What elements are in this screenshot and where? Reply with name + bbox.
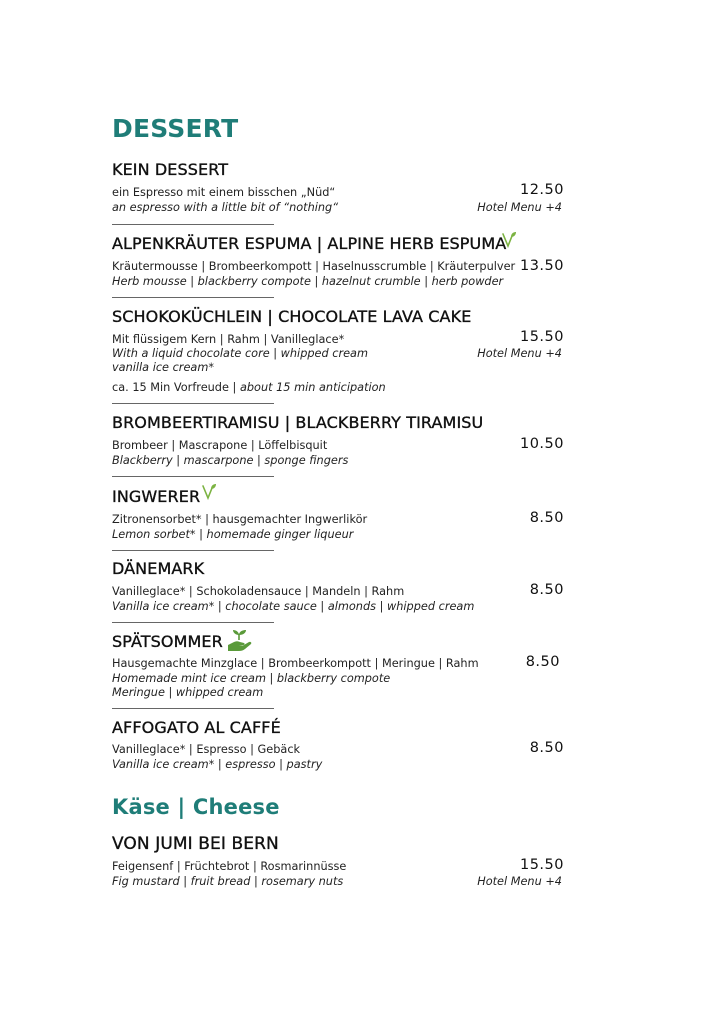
- divider: [112, 550, 274, 551]
- menu-item-title: DÄNEMARK: [112, 559, 205, 578]
- menu-item-description-en: With a liquid chocolate core | whipped cream: [112, 347, 368, 360]
- vegan-sprout-icon: [200, 483, 218, 501]
- menu-item-price: 8.50: [529, 510, 564, 526]
- menu-item-description-en: Homemade mint ice cream | blackberry compote: [112, 672, 391, 685]
- preparation-time-note: [112, 381, 386, 394]
- menu-item-title: VON JUMI BEI BERN: [112, 834, 279, 854]
- menu-item-price: 8.50: [529, 740, 564, 756]
- prep-time-de: ca. 15 Min Vorfreude: [112, 381, 229, 394]
- menu-item-description-en: Blackberry | mascarpone | sponge fingers: [112, 454, 349, 467]
- hotel-menu-note: Hotel Menu +4: [477, 347, 562, 360]
- menu-item-price: 8.50: [529, 582, 564, 598]
- divider: [112, 224, 274, 225]
- menu-item-description-de: Hausgemachte Minzglace | Brombeerkompott | Meringue | Rahm: [112, 657, 479, 670]
- section-title-dessert: DESSERT: [112, 114, 239, 143]
- hotel-menu-note: Hotel Menu +4: [477, 875, 562, 888]
- menu-item-description-de: Kräutermousse | Brombeerkompott | Haselnusscrumble | Kräuterpulver: [112, 260, 516, 273]
- menu-item-title: SPÄTSOMMER: [112, 632, 223, 651]
- menu-item-description-en: Herb mousse | blackberry compote | hazelnut crumble | herb powder: [112, 275, 504, 288]
- menu-item-price: 13.50: [519, 258, 564, 274]
- prep-time-en: about 15 min anticipation: [239, 381, 386, 394]
- menu-item-description-en: Lemon sorbet* | homemade ginger liqueur: [112, 528, 354, 541]
- menu-item-price: 12.50: [519, 182, 564, 198]
- menu-item-title: INGWERER: [112, 487, 201, 506]
- menu-item-description-en: an espresso with a little bit of “nothing“: [112, 201, 339, 214]
- vegetarian-hand-plant-icon: [227, 630, 253, 652]
- separator: |: [228, 381, 240, 394]
- menu-item-title: SCHOKOKÜCHLEIN | CHOCOLATE LAVA CAKE: [112, 307, 472, 326]
- menu-item-description-de: Brombeer | Mascrapone | Löffelbisquit: [112, 439, 328, 452]
- menu-item-description-en: Vanilla ice cream* | espresso | pastry: [112, 758, 323, 771]
- menu-item-description-en: vanilla ice cream*: [112, 361, 214, 374]
- menu-item-title: AFFOGATO AL CAFFÉ: [112, 718, 281, 737]
- menu-item-title: KEIN DESSERT: [112, 160, 229, 179]
- menu-item-description-en: Vanilla ice cream* | chocolate sauce | almonds | whipped cream: [112, 600, 475, 613]
- menu-item-description-de: Vanilleglace* | Schokoladensauce | Mandeln | Rahm: [112, 585, 405, 598]
- menu-item-description-de: ein Espresso mit einem bisschen „Nüd“: [112, 186, 336, 199]
- divider: [112, 622, 274, 623]
- menu-item-description-de: Vanilleglace* | Espresso | Gebäck: [112, 743, 301, 756]
- menu-item-price: 15.50: [519, 329, 564, 345]
- menu-item-description-en: Meringue | whipped cream: [112, 686, 264, 699]
- menu-item-description-de: Mit flüssigem Kern | Rahm | Vanilleglace*: [112, 333, 345, 346]
- menu-item-description-de: Zitronensorbet* | hausgemachter Ingwerlikör: [112, 513, 368, 526]
- hotel-menu-note: Hotel Menu +4: [477, 201, 562, 214]
- menu-item-title: BROMBEERTIRAMISU | BLACKBERRY TIRAMISU: [112, 413, 484, 432]
- menu-item-price: 15.50: [519, 857, 564, 873]
- divider: [112, 403, 274, 404]
- menu-item-price: 8.50: [525, 654, 560, 670]
- section-title-cheese: Käse | Cheese: [112, 795, 280, 819]
- menu-item-title: ALPENKRÄUTER ESPUMA | ALPINE HERB ESPUMA: [112, 234, 507, 253]
- menu-item-description-de: Feigensenf | Früchtebrot | Rosmarinnüsse: [112, 860, 347, 873]
- divider: [112, 476, 274, 477]
- menu-item-price: 10.50: [519, 436, 564, 452]
- divider: [112, 297, 274, 298]
- vegan-sprout-icon: [500, 231, 518, 249]
- menu-item-description-en: Fig mustard | fruit bread | rosemary nuts: [112, 875, 344, 888]
- divider: [112, 708, 274, 709]
